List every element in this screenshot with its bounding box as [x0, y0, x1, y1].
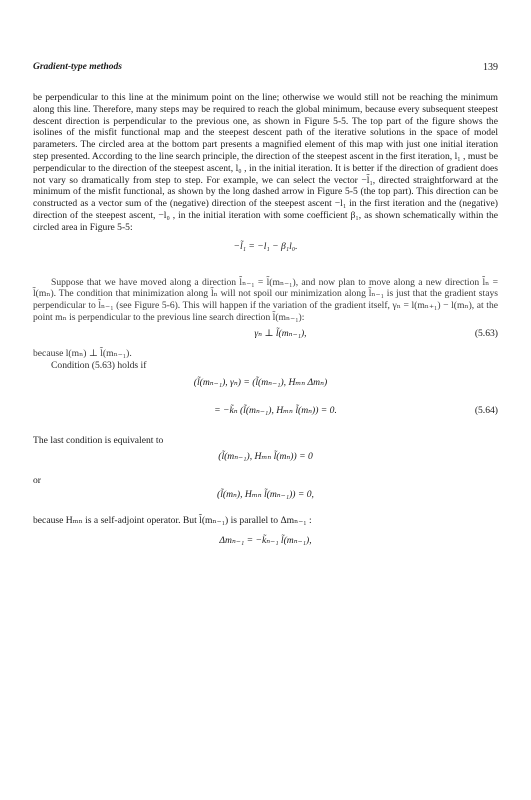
condition-line: Condition (5.63) holds if [51, 359, 147, 371]
equation-text: (l̃(mₙ), Hₘₙ l̃(mₙ₋₁)) = 0, [217, 488, 314, 500]
or-line: or [33, 475, 41, 487]
paragraph-steepest-descent: be perpendicular to this line at the minimum point on the line; otherwise we would still not be reaching the minimum along this line. Therefore, many steps may be required to reach the global minimum, because every subsequent steepest descent direction is perpendicular to the previous one, as shown in Figure 5-5. The top part of the figure shows the isolines of the misfit functional map and the steepest descent path of the iterative solutions in the space of model parameters. The circled area at the bottom part presents a magnified element of this map with just one initial iteration step presented. According to the line search principle, the direction of the steepest ascent in the first iteration, l₁ , must be perpendicular to the direction of the steepest ascent, l₀ , in the initial iteration. It is better if the direction of gradient does not vary so dramatically from step to step. For example, we can select the vector −l̃₁, directed straightforward at the minimum of the misfit functional, as shown by the long dashed arrow in Figure 5-5 (the top part). This direction can be constructed as a vector sum of the (negative) direction of the steepest ascent −l₁ in the first iteration and the (negative) direction of the steepest ascent, −l₀ , in the initial iteration with some coefficient β₁, as shown schematically within the circled area in Figure 5-5: [33, 92, 498, 233]
equation-5-64-first-line [33, 377, 498, 401]
equation-text: γₙ ⊥ l̃(mₙ₋₁), [254, 327, 307, 339]
running-title: Gradient-type methods [33, 62, 122, 72]
paragraph-conjugate-condition: Suppose that we have moved along a direction l̃ₙ₋₁ = l̃(mₙ₋₁), and now plan to move along a new direction l̃ₙ = l̃(mₙ). The condition that minimization along l̃ₙ will not spoil our minimization along l̃ₙ₋₁ is just that the gradient stays perpendicular to l̃ₙ₋₁ (see Figure 5-6). This will happen if the variation of the gradient itself, γₙ = l(mₙ₊₁) − l(mₙ), at the point mₙ is perpendicular to the previous line search direction l̃(mₙ₋₁): [33, 276, 498, 323]
page-header [33, 62, 498, 76]
equation-symmetric-condition [33, 489, 498, 513]
equation-conjugate-direction [33, 241, 498, 263]
self-adjoint-line: because Hₘₙ is a self-adjoint operator. But l̃(mₙ₋₁) is parallel to Δmₙ₋₁ : [33, 514, 312, 526]
equation-equivalent-condition [33, 451, 498, 475]
equation-5-64-second-line [33, 405, 498, 429]
equation-model-update [33, 535, 498, 555]
page-number: 139 [483, 62, 498, 73]
equation-text: −l̃₁ = −l₁ − β₁l₀. [233, 240, 298, 252]
equation-5-63 [33, 328, 498, 346]
equation-text: (l̃(mₙ₋₁), Hₘₙ l̃(mₙ)) = 0 [218, 451, 313, 463]
equation-text: = −k̃ₙ (l̃(mₙ₋₁), Hₘₙ l̃(mₙ)) = 0. [214, 405, 337, 417]
because-line: because l(mₙ) ⊥ l̃(mₙ₋₁). [33, 347, 132, 359]
equivalence-line: The last condition is equivalent to [33, 435, 164, 447]
page-body [33, 92, 498, 555]
equation-text: (l̃(mₙ₋₁), γₙ) = (l̃(mₙ₋₁), Hₘₙ Δmₙ) [193, 377, 328, 389]
equation-text: Δmₙ₋₁ = −k̃ₙ₋₁ l̃(mₙ₋₁), [219, 534, 312, 546]
equation-number: (5.63) [474, 327, 498, 339]
equation-number: (5.64) [474, 405, 498, 417]
